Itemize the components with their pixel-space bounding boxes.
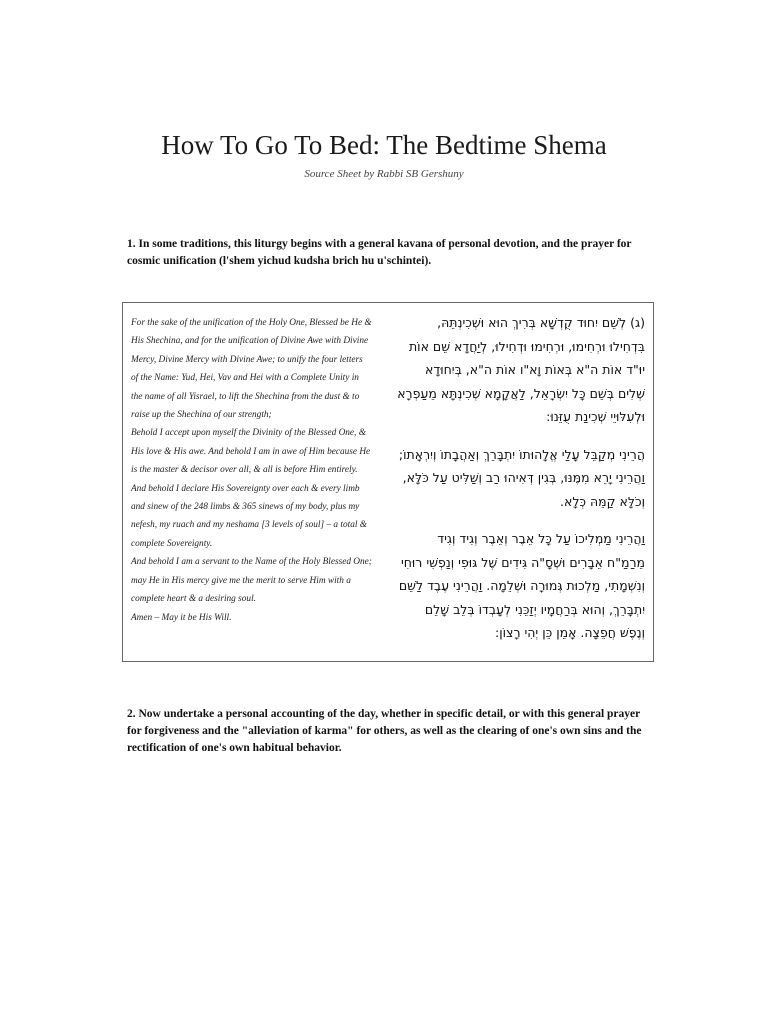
english-paragraph: Amen – May it be His Will.	[131, 612, 232, 623]
source-text-box	[122, 302, 654, 662]
hebrew-line: וְנֶפֶשׁ חֲפֵצָה. אָמֵן כֵּן יְהִי רָצוֹן:	[495, 625, 645, 640]
hebrew-line: וְכֹלָּא קַמֵּהּ כְּלָא.	[560, 493, 645, 509]
hebrew-line: שְׁלִים בְּשֵׁם כָּל יִשְׂרָאֵל, לַאֲקָמָא שְׁכִינְתָּא מֵעַפְרָא	[397, 385, 645, 401]
section-2-text: 2. Now undertake a personal accounting of the day, whether in specific detail, or with this general prayer for forgiveness and the "alleviation of karma" for others, as well as the clearing of one's own sins and the rectification of one's own habitual behavior.	[127, 708, 642, 754]
english-paragraph: And behold I am a servant to the Name of the Holy Blessed One; may He in His mercy give me the merit to serve Him with a complete heart & a desiring soul.	[131, 557, 372, 605]
hebrew-paragraph	[372, 443, 645, 514]
english-translation-column	[123, 303, 372, 661]
hebrew-line: וַהֲרֵינִי מַמְלִיכוֹ עַל כָּל אֵבֶר וְאֵבֶר וְגִיד וְגִיד	[437, 531, 645, 546]
hebrew-line: וַהֲרֵינִי יָרֵא מִמֶּנּוּ, בְּגִין דְּאִיהוּ רַב וְשַׁלִּיט עַל כֹּלָּא,	[402, 470, 645, 485]
hebrew-line: הֲרֵינִי מְקַבֵּל עָלַי אֱלָהוּתוֹ יִתְבָּרֵךְ וְאַהֲבָתוֹ וְיִרְאָתוֹ;	[398, 446, 645, 462]
hebrew-line: וּלְעִלּוּיֵי שְׁכִינַת עֻזֵּנוּ:	[546, 409, 645, 424]
hebrew-line: בִּדְחִילוּ וּרְחִימוּ, וּרְחִימוּ וּדְחִילוּ, לְיַחֲדָא שֵׁם אוֹת	[408, 338, 645, 354]
section-1-text: 1. In some traditions, this liturgy begins with a general kavana of personal devotion, and the prayer for cosmic unification (l'shem yichud kudsha brich hu u'schintei).	[127, 238, 632, 267]
source-sheet-byline: Source Sheet by Rabbi SB Gershuny	[304, 168, 464, 180]
hebrew-line: מֵרַמַ"ח אֵבָרִים וּשְׁסָ"ה גִּידִים שֶׁל גּוּפִי וְנַפְשִׁי רוּחִי	[400, 554, 645, 570]
hebrew-paragraph	[372, 527, 645, 645]
page-title: How To Go To Bed: The Bedtime Shema	[161, 130, 607, 160]
hebrew-paragraph	[372, 311, 645, 429]
hebrew-line: וְנִשְׁמָתִי, מַלְכוּת גְּמוּרָה וּשְׁלֵמָה. וַהֲרֵינִי עֶבֶד לַשֵּׁם	[398, 578, 645, 593]
hebrew-line: יִתְבָּרֵךְ, וְהוּא בְּרַחֲמָיו יְזַכֵּנִי לְעָבְדוֹ בְּלֵב שָׁלֵם	[424, 601, 645, 617]
hebrew-text-column	[372, 303, 653, 661]
english-paragraph: Behold I accept upon myself the Divinity of the Blessed One, & His love & His awe. And behold I am in awe of Him because He is the master & decisor over all, & all is before Him entirely.	[131, 428, 371, 476]
english-paragraph: And behold I declare His Sovereignty over each & every limb and sinew of the 248 limbs & 365 sinews of my body, plus my nefesh, my ruach and my neshama [3 levels of soul] – a total & complete Sovereignty.	[131, 483, 368, 549]
english-paragraph: For the sake of the unification of the Holy One, Blessed be He & His Shechina, and for the unification of Divine Awe with Divine Mercy, Divine Mercy with Divine Awe; to unify the four letters of the Name: Yud, Hei, Vav and Hei with a Complete Unity in the name of all Yisrael, to lift the Shechina from the dust & to raise up the Shechina of our strength;	[131, 318, 372, 421]
hebrew-line: יוּ"ד אוֹת ה"א בְּאוֹת וָא"ו אוֹת ה"א, בְּיִחוּדָא	[425, 362, 645, 377]
hebrew-line: (ג) לְשֵׁם יִחוּד קֻדְשָׁא בְּרִיךְ הוּא וּשְׁכִינְתֵּהּ,	[437, 315, 645, 330]
